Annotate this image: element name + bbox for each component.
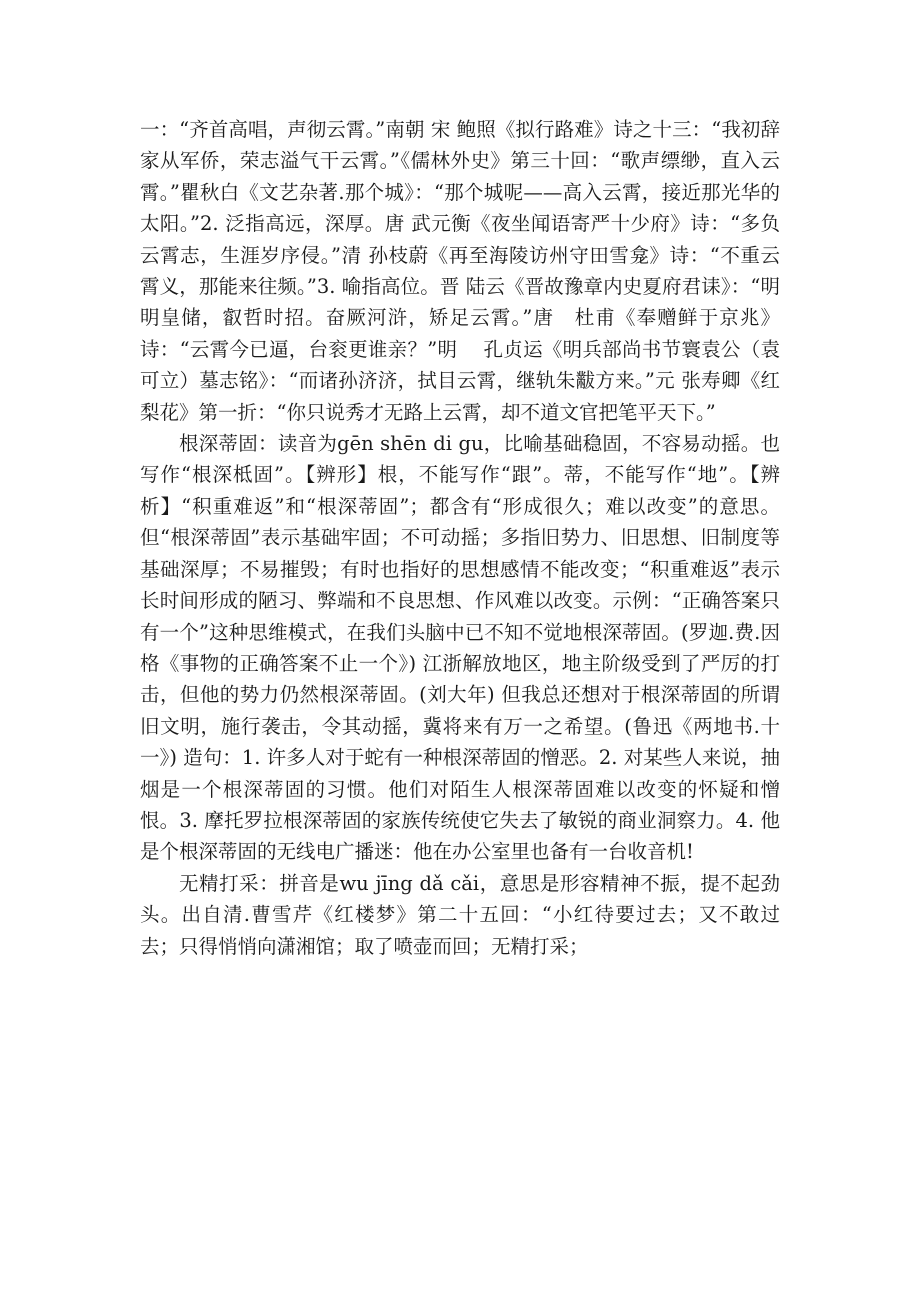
paragraph-yunxiao-citations: 一：“齐首高唱，声彻云霄。”南朝 宋 鲍照《拟行路难》诗之十三：“我初辞家从军侨，荣志溢气干云霄。”《儒林外史》第三十回：“歌声缥缈，直入云霄。”瞿秋白《文艺杂著.那个城》：“那个城呢——高入云霄，接近那光华的太阳。”2. 泛指高远，深厚。唐 武元衡《夜坐闻语寄严十少府》诗：“多负云霄志，生涯岁序侵。”清 孙枝蔚《再至海陵访州守田雪龛》诗：“不重云霄义，那能来往频。”3. 喻指高位。晋 陆云《晋故豫章内史夏府君诔》：“明明皇储，叡哲时招。奋厥河浒，矫足云霄。”唐 杜甫《奉赠鲜于京兆》诗：“云霄今已逼，台衮更谁亲？”明 孔贞运《明兵部尚书节寰袁公（袁可立）墓志铭》：“而诸孙济济，拭目云霄，继轨朱黻方来。”元 张寿卿《红梨花》第一折：“你只说秀才无路上云霄，却不道文官把笔平天下。” <box>140 118 780 424</box>
document-body <box>140 114 780 962</box>
paragraph-genshendigu: 根深蒂固：读音为gēn shēn di gu，比喻基础稳固，不容易动摇。也写作“根深柢固”。【辨形】根，不能写作“跟”。蒂，不能写作“地”。【辨析】“积重难返”和“根深蒂固”；都含有“形成很久；难以改变”的意思。但“根深蒂固”表示基础牢固；不可动摇；多指旧势力、旧思想、旧制度等基础深厚；不易摧毁；有时也指好的思想感情不能改变；“积重难返”表示长时间形成的陋习、弊端和不良思想、作风难以改变。示例：“正确答案只有一个”这种思维模式，在我们头脑中已不知不觉地根深蒂固。(罗迦.费.因格《事物的正确答案不止一个》) 江浙解放地区，地主阶级受到了严厉的打击，但他的势力仍然根深蒂固。(刘大年) 但我总还想对于根深蒂固的所谓旧文明，施行袭击，令其动摇，冀将来有万一之希望。(鲁迅《两地书.十一》) 造句：1. 许多人对于蛇有一种根深蒂固的憎恶。2. 对某些人来说，抽烟是一个根深蒂固的习惯。他们对陌生人根深蒂固难以改变的怀疑和憎恨。3. 摩托罗拉根深蒂固的家族传统使它失去了敏锐的商业洞察力。4. 他是个根深蒂固的无线电广播迷：他在办公室里也备有一台收音机! <box>140 432 780 864</box>
paragraph-wujingdacai: 无精打采：拼音是wu jīng dǎ cǎi，意思是形容精神不振，提不起劲头。出自清.曹雪芹《红楼梦》第二十五回：“小红待要过去；又不敢过去；只得悄悄向潇湘馆；取了喷壶而回；无精打采； <box>140 871 780 958</box>
